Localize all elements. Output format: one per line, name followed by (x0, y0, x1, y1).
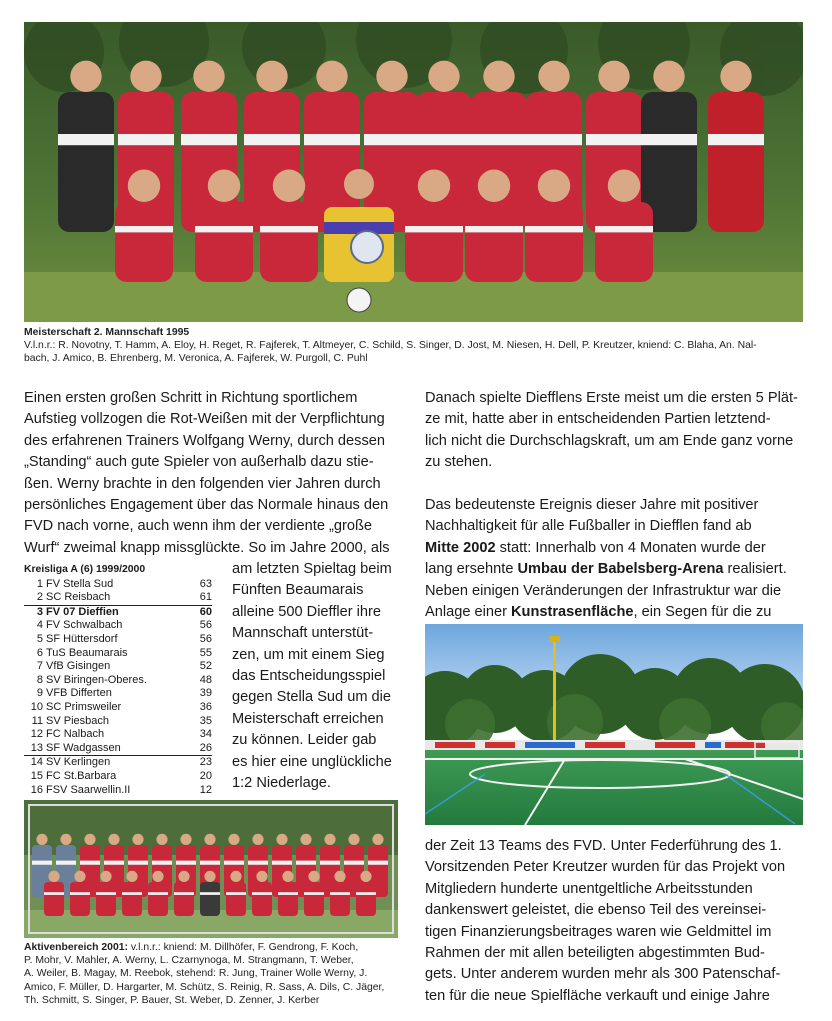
text-line: tigen Finanzierungsbeitrages waren wie Geldmittel im (425, 923, 772, 940)
text-line: Wurf“ zweimal knapp missglückte. So im Jahre 2000, als (24, 539, 390, 556)
team-photo-2001-caption (24, 941, 402, 1007)
league-table-row (24, 591, 212, 606)
text-line: ze mit, hatte aber in entscheidenden Partien letztend- (425, 411, 771, 428)
highlight-date: Mitte 2002 (425, 539, 496, 556)
league-team: SV Biringen-Oberes. (46, 673, 147, 686)
text-line: gegen Stella Sud um die (232, 689, 392, 706)
league-points: 52 (199, 660, 212, 673)
league-team: FV 07 Dieffien (46, 605, 119, 618)
caption-line: V.l.n.r.: R. Novotny, T. Hamm, A. Eloy, H. Reget, R. Fajferek, T. Altmeyer, C. Schild, S. Singer, D. Jost, M. Niesen, H. Dell, P. Kreutzer, kniend: C. Blaha, An. Nal- (24, 340, 757, 352)
league-table-row (24, 619, 212, 633)
league-table-row (24, 742, 212, 757)
article-left-wrap-paragraph (232, 559, 407, 794)
text-line: zen, um mit einem Sieg (232, 646, 385, 663)
league-table-row (24, 647, 212, 661)
team-photo-2001 (24, 800, 398, 938)
league-team: SV Kerlingen (46, 756, 111, 769)
league-points: 39 (199, 687, 212, 700)
league-table-row (24, 606, 212, 620)
league-rank: 14 (30, 756, 43, 769)
article-right-paragraph-1 (425, 388, 810, 623)
league-team: FC Nalbach (46, 728, 105, 741)
league-team: VfB Gisingen (46, 660, 111, 673)
league-rank: 1 (36, 577, 43, 590)
league-team: VFB Differten (46, 687, 112, 700)
league-rank: 3 (36, 605, 43, 618)
league-rank: 11 (31, 714, 43, 727)
stadium-photo-image (425, 624, 803, 825)
text-line: „Standing“ auch gute Spieler von außerhalb dazu stie- (24, 454, 374, 471)
text-line: Rahmen der mit allen beteiligten abgestimmten Bud- (425, 945, 765, 962)
caption-line: bach, J. Amico, B. Ehrenberg, M. Veronica, A. Fajferek, W. Purgoll, C. Puhl (24, 353, 368, 365)
league-points: 55 (199, 646, 212, 659)
stadium-photo (425, 624, 803, 825)
caption-title: Aktivenbereich 2001: (24, 942, 128, 953)
text-line: Mannschaft unterstüt- (232, 625, 374, 642)
caption-line: v.l.n.r.: kniend: M. Dillhöfer, F. Gendrong, F. Koch, (127, 942, 359, 953)
league-points: 61 (199, 591, 212, 604)
league-team: FC St.Barbara (46, 769, 117, 782)
text-fragment: statt: Innerhalb von 4 Monaten wurde der (495, 539, 766, 556)
league-team: SC Reisbach (46, 591, 111, 604)
text-line: zu stehen. (425, 454, 493, 471)
team-photo-2001-image (24, 800, 398, 938)
text-line: dankenswert geleistet, die ebenso Teil des vereinsei- (425, 902, 767, 919)
league-table-row (24, 770, 212, 784)
league-table-rows (24, 578, 212, 798)
league-team: FV Stella Sud (46, 577, 114, 590)
team-photo-1995 (24, 22, 803, 322)
league-points: 63 (199, 577, 212, 590)
highlight-arena: Umbau der Babelsberg-Arena (517, 561, 724, 578)
league-rank: 12 (30, 728, 43, 741)
text-line: Mitgliedern hunderte unentgeltliche Arbeitsstunden (425, 880, 753, 897)
league-points: 26 (199, 741, 212, 754)
text-line: zu können. Leider gab (232, 732, 377, 749)
league-points: 20 (199, 769, 212, 782)
text-line: Fünften Beaumarais (232, 582, 364, 599)
text-fragment: lang ersehnte (425, 561, 518, 578)
text-line: Vorsitzenden Peter Kreutzer wurden für das Projekt von (425, 859, 786, 876)
league-team: FSV Saarwellin.II (46, 783, 131, 796)
text-line: persönliches Engagement über das Normale hinaus den (24, 497, 389, 514)
text-line: Aufstieg vollzogen die Rot-Weißen mit der Verpflichtung (24, 411, 385, 428)
league-rank: 6 (36, 646, 43, 659)
text-line: Neben einigen Veränderungen der Infrastruktur war die (425, 582, 782, 599)
league-team: SF Hüttersdorf (46, 632, 118, 645)
article-left-paragraph (24, 388, 404, 559)
league-points: 12 (199, 783, 212, 796)
league-team: FV Schwalbach (46, 619, 123, 632)
text-line: es hier eine unglückliche (232, 753, 392, 770)
text-line: 1:2 Niederlage. (232, 775, 331, 792)
league-rank: 8 (36, 673, 43, 686)
team-photo-1995-image (24, 22, 803, 322)
league-rank: 9 (36, 687, 43, 700)
league-table-row (24, 756, 212, 770)
text-line: FVD nach vorne, auch wenn ihm der verdiente „große (24, 518, 372, 535)
league-points: 48 (199, 673, 212, 686)
league-rank: 15 (30, 769, 43, 782)
league-rank: 7 (36, 660, 43, 673)
caption-title: Meisterschaft 2. Mannschaft 1995 (24, 327, 190, 338)
league-table-row (24, 687, 212, 701)
team-photo-1995-caption (24, 326, 804, 366)
text-fragment: , ein Segen für die zu (633, 604, 772, 621)
league-rank: 4 (36, 619, 43, 632)
highlight-artificial-turf: Kunstrasenfläche (511, 604, 634, 621)
text-line: am letzten Spieltag beim (232, 561, 392, 577)
text-line: das Entscheidungsspiel (232, 668, 386, 685)
league-rank: 13 (30, 741, 43, 754)
caption-line: A. Weiler, B. Magay, M. Reebok, stehend: R. Jung, Trainer Wolle Werny, J. (24, 968, 368, 980)
league-points: 35 (199, 714, 212, 727)
league-table-row (24, 701, 212, 715)
league-table (24, 563, 212, 797)
text-line: ßen. Werny brachte in den folgenden vier Jahren durch (24, 475, 381, 492)
text-line: Nachhaltigkeit für alle Fußballer in Diefflen fand ab (425, 518, 752, 535)
league-table-row (24, 784, 212, 798)
text-fragment: Anlage einer (425, 604, 512, 621)
text-line: des erfahrenen Trainers Wolfgang Werny, durch dessen (24, 432, 385, 449)
league-team: SC Primsweiler (46, 700, 122, 713)
text-line: Das bedeutenste Ereignis dieser Jahre mit positiver (425, 497, 759, 514)
text-line: Meisterschaft erreichen (232, 710, 384, 727)
league-team: SF Wadgassen (46, 741, 121, 754)
text-line: alleine 500 Dieffler ihre (232, 603, 382, 620)
league-points: 56 (199, 632, 212, 645)
league-table-title: Kreisliga A (6) 1999/2000 (24, 564, 146, 575)
caption-line: Amico, F. Müller, D. Hargarter, M. Schütz, S. Reinig, R. Sass, A. Dils, C. Jäger, (24, 981, 385, 993)
text-fragment: realisiert. (723, 561, 787, 578)
article-right-paragraph-2 (425, 836, 810, 1007)
text-line: ten für die neue Spielfläche verkauft und einige Jahre (425, 987, 770, 1004)
league-points: 36 (199, 700, 212, 713)
league-points: 56 (199, 619, 212, 632)
text-line: Einen ersten großen Schritt in Richtung sportlichem (24, 390, 358, 406)
league-team: SV Piesbach (46, 714, 109, 727)
league-points: 34 (199, 728, 212, 741)
league-table-row (24, 578, 212, 592)
league-table-row (24, 728, 212, 742)
caption-line: P. Mohr, V. Mahler, A. Werny, L. Czarnynoga, M. Strangmann, T. Weber, (24, 955, 354, 967)
text-line: lich nicht die Durchschlagskraft, um am Ende ganz vorne (425, 432, 794, 449)
league-table-row (24, 715, 212, 729)
caption-line: Th. Schmitt, S. Singer, P. Bauer, St. Weber, D. Zenner, J. Kerber (24, 994, 320, 1006)
league-points: 23 (199, 756, 212, 769)
text-line: Danach spielte Diefflens Erste meist um die ersten 5 Plät- (425, 390, 798, 406)
league-table-row (24, 674, 212, 688)
league-rank: 5 (36, 632, 43, 645)
league-rank: 10 (30, 700, 43, 713)
league-table-row (24, 660, 212, 674)
league-team: TuS Beaumarais (46, 646, 128, 659)
league-table-row (24, 633, 212, 647)
league-rank: 16 (30, 783, 43, 796)
league-rank: 2 (36, 591, 43, 604)
league-points: 60 (199, 605, 212, 618)
text-line: der Zeit 13 Teams des FVD. Unter Federführung des 1. (425, 838, 782, 854)
text-line: gets. Unter anderem wurden mehr als 300 Patenschaf- (425, 966, 781, 983)
